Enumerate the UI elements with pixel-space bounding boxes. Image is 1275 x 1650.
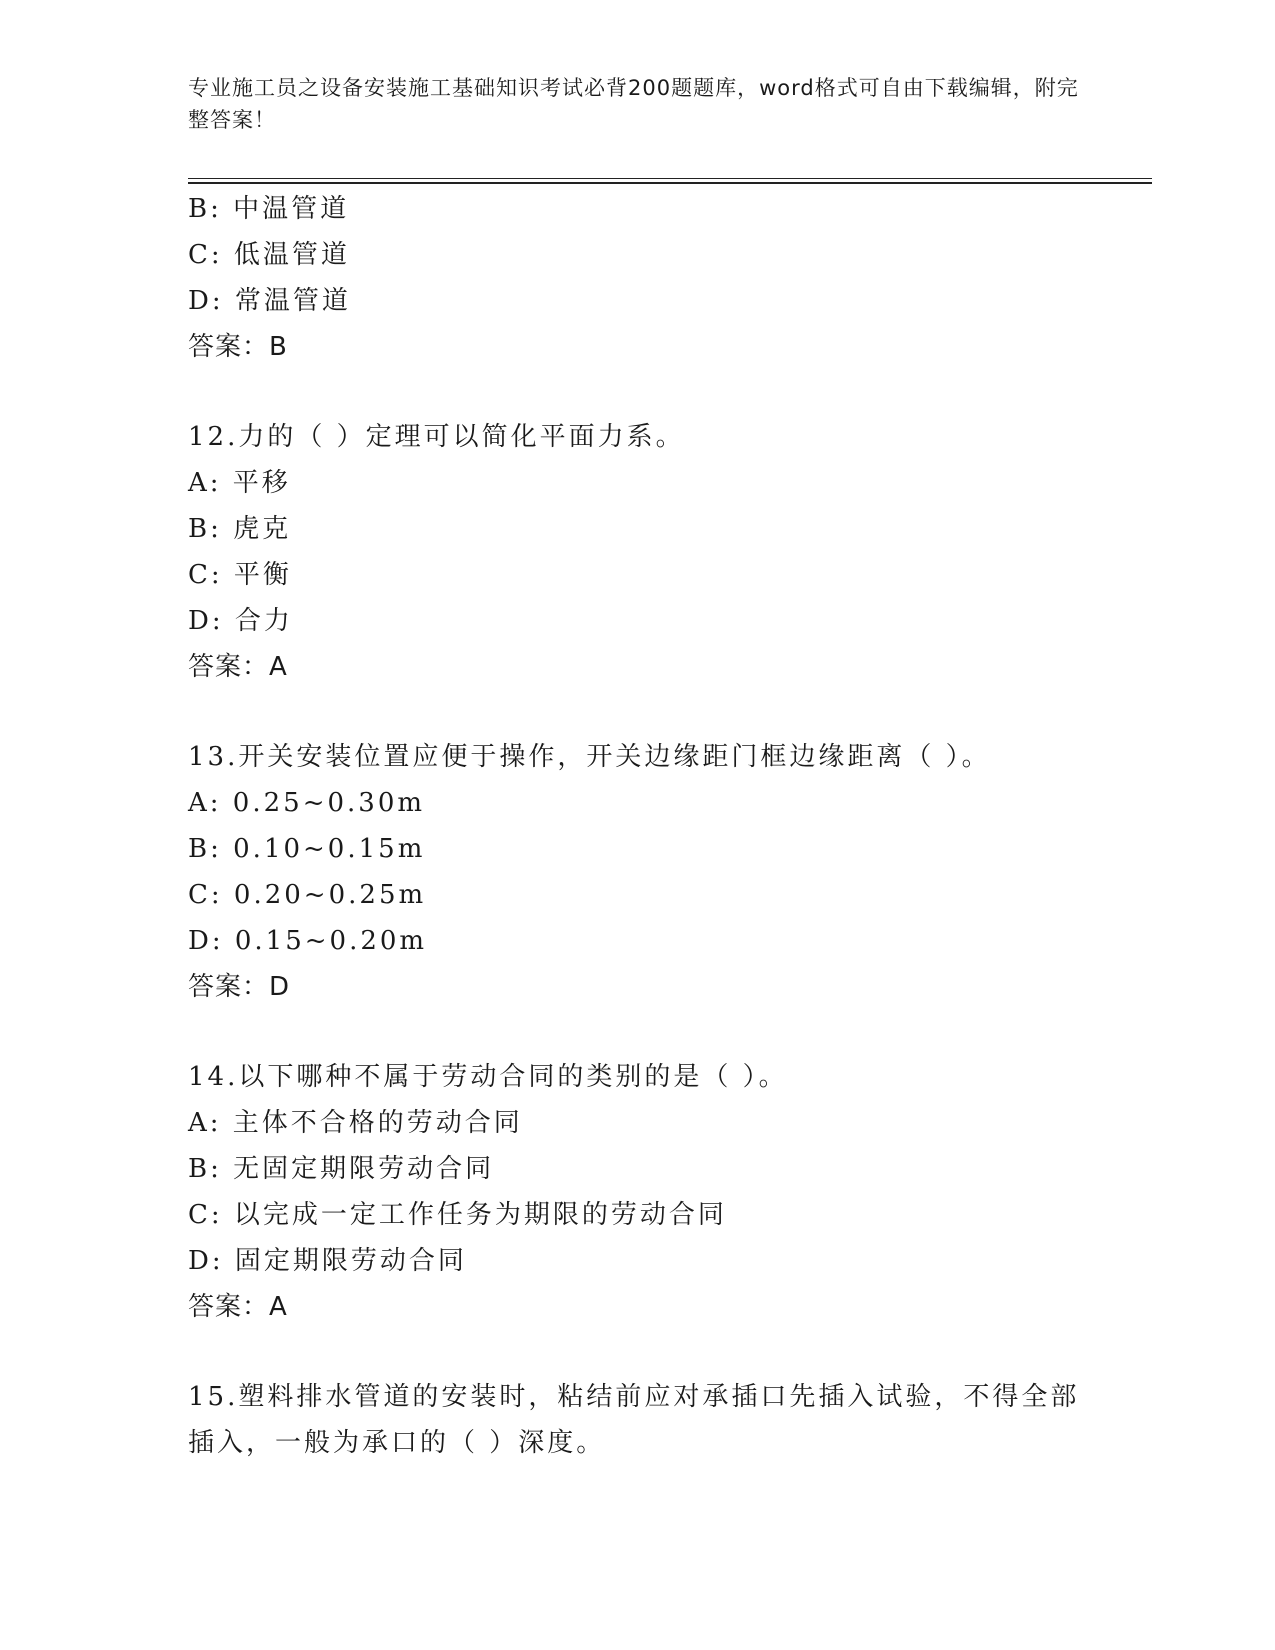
answer: 答案：A xyxy=(188,1292,288,1322)
option-b: B: 无固定期限劳动合同 xyxy=(188,1154,495,1184)
question-12 xyxy=(188,414,1088,690)
option-d: D: 合力 xyxy=(188,606,293,636)
option-c: C: 0.20~0.25m xyxy=(188,880,427,910)
header-rule-bottom xyxy=(188,182,1152,184)
answer: 答案：B xyxy=(188,332,288,362)
header-rule-top xyxy=(188,178,1152,179)
option-c: C: 低温管道 xyxy=(188,240,350,270)
document-header: 专业施工员之设备安装施工基础知识考试必背200题题库，word格式可自由下载编辑，附完整答案！ xyxy=(188,76,1079,132)
option-a: A: 0.25~0.30m xyxy=(188,788,426,818)
question-stem: 15.塑料排水管道的安装时，粘结前应对承插口先插入试验，不得全部插入，一般为承口的（ ）深度。 xyxy=(188,1382,1080,1458)
option-d: D: 固定期限劳动合同 xyxy=(188,1246,467,1276)
question-11-partial xyxy=(188,186,1088,370)
option-b: B: 虎克 xyxy=(188,514,292,544)
question-14 xyxy=(188,1054,1088,1330)
document-body xyxy=(188,186,1088,1466)
option-b: B: 中温管道 xyxy=(188,194,350,224)
option-d: D: 0.15~0.20m xyxy=(188,926,428,956)
question-13 xyxy=(188,734,1088,1010)
answer: 答案：A xyxy=(188,652,288,682)
question-stem: 13.开关安装位置应便于操作，开关边缘距门框边缘距离（ ）。 xyxy=(188,742,991,772)
option-d: D: 常温管道 xyxy=(188,286,351,316)
option-b: B: 0.10~0.15m xyxy=(188,834,426,864)
option-c: C: 平衡 xyxy=(188,560,292,590)
question-stem: 14.以下哪种不属于劳动合同的类别的是（ ）。 xyxy=(188,1062,788,1092)
option-a: A: 平移 xyxy=(188,468,291,498)
question-15 xyxy=(188,1374,1088,1466)
option-c: C: 以完成一定工作任务为期限的劳动合同 xyxy=(188,1200,727,1230)
answer: 答案：D xyxy=(188,972,291,1002)
option-a: A: 主体不合格的劳动合同 xyxy=(188,1108,523,1138)
question-stem: 12.力的（ ）定理可以简化平面力系。 xyxy=(188,422,685,452)
